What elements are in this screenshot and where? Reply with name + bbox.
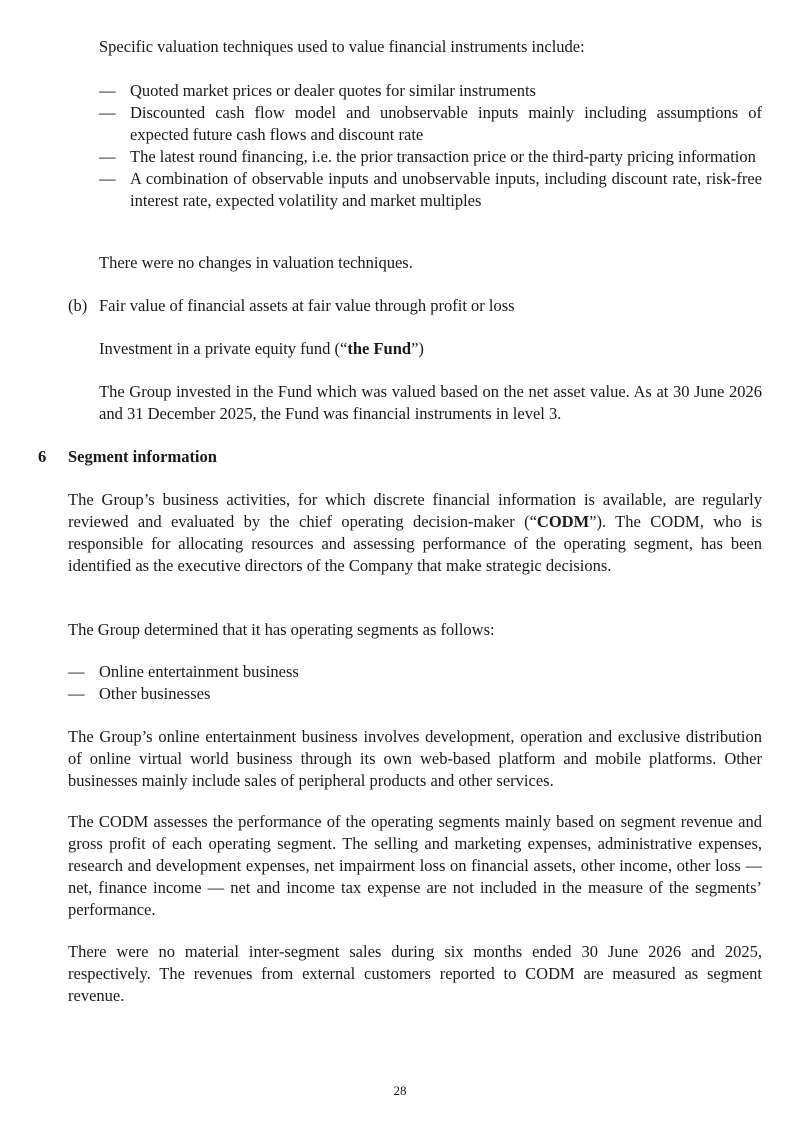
list-item: [68, 661, 762, 683]
list-item-text: The latest round financing, i.e. the prior transaction price or the third-party pricing information: [130, 147, 756, 166]
list-item-text: A combination of observable inputs and unobservable inputs, including discount rate, risk-free interest rate, expected volatility and market multiples: [130, 169, 762, 210]
codm-paragraph: [68, 489, 762, 577]
dash-bullet: —: [99, 81, 116, 100]
list-item: [99, 146, 762, 168]
dash-bullet: —: [68, 662, 85, 681]
dash-bullet: —: [99, 103, 116, 122]
valuation-techniques-list: [99, 80, 762, 212]
fund-suffix: ”): [411, 339, 424, 358]
inter-segment-paragraph: There were no material inter-segment sales during six months ended 30 June 2026 and 2025, respectively. The revenues from external customers reported to CODM are measured as segment revenue.: [68, 942, 762, 1005]
fund-prefix: Investment in a private equity fund (“: [99, 339, 348, 358]
list-item: [68, 683, 762, 705]
codm-post: ”). The CODM, who is responsible for allocating resources and assessing performance of the operating segment, has been identified as the executive directors of the Company that make strategic decisions.: [68, 512, 762, 575]
valuation-intro: Specific valuation techniques used to value financial instruments include:: [99, 37, 585, 56]
segments-list: [68, 661, 762, 705]
page-number: 28: [393, 1083, 407, 1098]
no-changes-note: There were no changes in valuation techniques.: [99, 253, 413, 272]
dash-bullet: —: [68, 684, 85, 703]
segments-intro: The Group determined that it has operating segments as follows:: [68, 620, 495, 639]
list-item-text: Quoted market prices or dealer quotes for similar instruments: [130, 81, 536, 100]
codm-pre: The Group’s business activities, for which discrete financial information is available, are regularly reviewed and evaluated by the chief operating decision-maker (“: [68, 490, 762, 531]
subsection-marker: (b): [68, 296, 88, 315]
codm-defined-term: CODM: [536, 512, 590, 531]
list-item: [99, 80, 762, 102]
section-number: 6: [38, 447, 47, 466]
fund-valuation-paragraph: The Group invested in the Fund which was valued based on the net asset value. As at 30 June 2026 and 31 December 2025, the Fund was financial instruments in level 3.: [99, 382, 762, 423]
fund-definition: [99, 338, 762, 360]
dash-bullet: —: [99, 147, 116, 166]
dash-bullet: —: [99, 169, 116, 188]
subsection-heading: Fair value of financial assets at fair value through profit or loss: [99, 296, 515, 315]
performance-assessment-paragraph: The CODM assesses the performance of the operating segments mainly based on segment revenue and gross profit of each operating segment. The selling and marketing expenses, administrative expenses, research and development expenses, net impairment loss on financial assets, other income, other loss — net, finance income — net and income tax expense are not included in the measure of the segments’ performance.: [68, 812, 762, 919]
online-business-paragraph: The Group’s online entertainment business involves development, operation and exclusive distribution of online virtual world business through its own web-based platform and mobile platforms. Other businesses mainly include sales of peripheral products and other services.: [68, 727, 762, 790]
list-item-text: Online entertainment business: [99, 662, 299, 681]
fund-defined-term: the Fund: [347, 339, 412, 358]
list-item-text: Discounted cash flow model and unobservable inputs mainly including assumptions of expected future cash flows and discount rate: [130, 103, 762, 144]
list-item-text: Other businesses: [99, 684, 211, 703]
list-item: [99, 168, 762, 212]
list-item: [99, 102, 762, 146]
section-title: Segment information: [68, 447, 217, 466]
